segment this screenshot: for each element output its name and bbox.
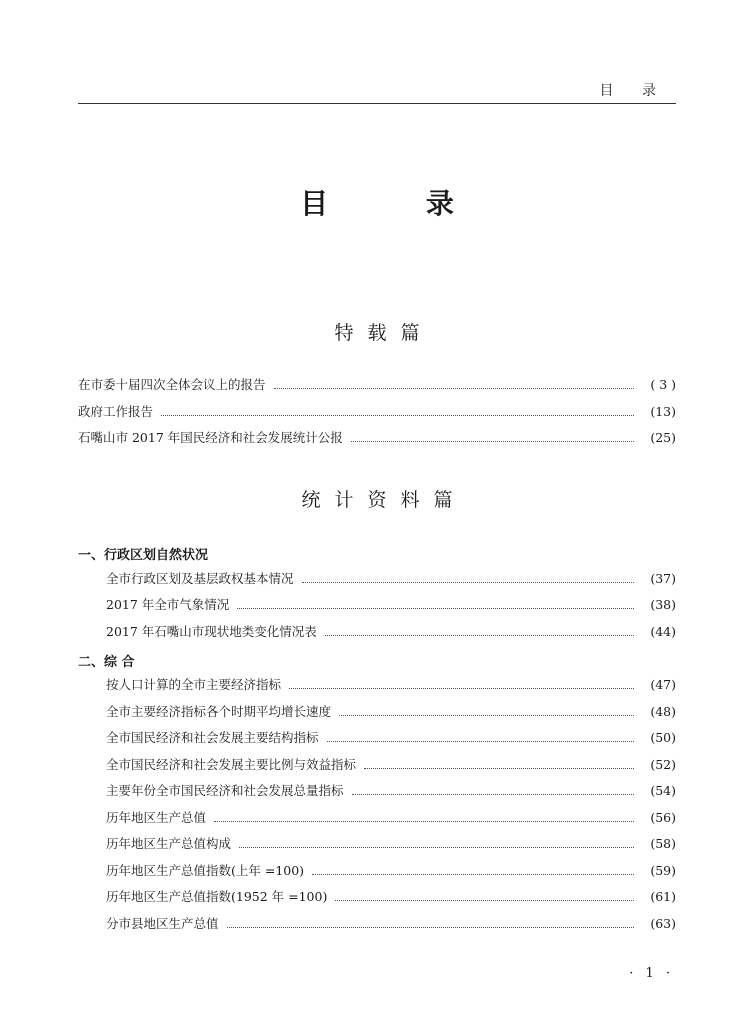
toc-entry-page: (52) — [650, 757, 676, 772]
leader-dots — [239, 847, 634, 848]
toc-entry-text: 分市县地区生产总值 — [106, 916, 219, 931]
toc-entry[interactable] — [106, 861, 676, 881]
toc-entry-text: 历年地区生产总值指数(上年 =100) — [106, 863, 305, 878]
toc-entry-page: (13) — [650, 404, 676, 419]
toc-entry-text: 2017 年石嘴山市现状地类变化情况表 — [106, 624, 317, 639]
toc-entry-page: (44) — [650, 624, 676, 639]
leader-dots — [351, 441, 634, 442]
page-title: 目 录 — [300, 187, 498, 220]
leader-dots — [289, 688, 634, 689]
toc-entry-page: (56) — [650, 810, 676, 825]
leader-dots — [339, 715, 634, 716]
toc-entry-text: 全市行政区划及基层政权基本情况 — [106, 571, 294, 586]
toc-entry[interactable] — [106, 675, 676, 695]
toc-entry-page: (50) — [650, 730, 676, 745]
category-title: 二、综 合 — [78, 655, 135, 670]
section-title-special: 特载篇 — [334, 322, 434, 344]
toc-entry-page: (54) — [650, 783, 676, 798]
toc-entry-text: 政府工作报告 — [78, 404, 154, 419]
toc-entry[interactable] — [106, 622, 676, 642]
toc-entry-text: 全市国民经济和社会发展主要比例与效益指标 — [106, 757, 357, 772]
toc-entry[interactable] — [106, 569, 676, 589]
toc-entry-page: (47) — [650, 677, 676, 692]
leader-dots — [312, 874, 634, 875]
page-number: · 1 · — [629, 966, 674, 981]
toc-entry-text: 石嘴山市 2017 年国民经济和社会发展统计公报 — [78, 430, 343, 445]
leader-dots — [302, 582, 634, 583]
toc-entry-page: (59) — [650, 863, 676, 878]
toc-entry-text: 历年地区生产总值构成 — [106, 836, 232, 851]
toc-entry[interactable] — [78, 428, 676, 448]
toc-entry[interactable] — [106, 728, 676, 748]
header-rule — [78, 103, 676, 104]
leader-dots — [327, 741, 634, 742]
toc-entry-text: 2017 年全市气象情况 — [106, 597, 230, 612]
toc-entry-text: 全市主要经济指标各个时期平均增长速度 — [106, 704, 332, 719]
toc-entry-text: 按人口计算的全市主要经济指标 — [106, 677, 282, 692]
toc-entry-text: 历年地区生产总值 — [106, 810, 207, 825]
toc-entry-page: (37) — [650, 571, 676, 586]
leader-dots — [274, 388, 634, 389]
toc-entry-page: (25) — [650, 430, 676, 445]
toc-entry-page: ( 3 ) — [650, 377, 676, 392]
toc-entry[interactable] — [106, 914, 676, 934]
toc-entry-text: 在市委十届四次全体会议上的报告 — [78, 377, 266, 392]
section-title-statistics: 统计资料篇 — [301, 489, 467, 511]
toc-entry[interactable] — [78, 402, 676, 422]
toc-entry[interactable] — [106, 595, 676, 615]
category-title: 一、行政区划自然状况 — [78, 548, 209, 563]
leader-dots — [161, 415, 634, 416]
toc-entry-text: 历年地区生产总值指数(1952 年 =100) — [106, 889, 328, 904]
toc-entry-text: 主要年份全市国民经济和社会发展总量指标 — [106, 783, 344, 798]
toc-entry[interactable] — [106, 808, 676, 828]
toc-entry[interactable] — [106, 781, 676, 801]
leader-dots — [335, 900, 634, 901]
toc-entry[interactable] — [78, 375, 676, 395]
leader-dots — [352, 794, 634, 795]
leader-dots — [214, 821, 634, 822]
toc-entry[interactable] — [106, 702, 676, 722]
toc-entry-page: (63) — [650, 916, 676, 931]
toc-entry-page: (48) — [650, 704, 676, 719]
leader-dots — [364, 768, 634, 769]
toc-entry[interactable] — [106, 755, 676, 775]
leader-dots — [325, 635, 634, 636]
toc-entry-text: 全市国民经济和社会发展主要结构指标 — [106, 730, 319, 745]
running-header: 目 录 — [599, 83, 668, 99]
toc-entry[interactable] — [106, 834, 676, 854]
leader-dots — [237, 608, 634, 609]
toc-entry-page: (58) — [650, 836, 676, 851]
toc-entry[interactable] — [106, 887, 676, 907]
toc-entry-page: (61) — [650, 889, 676, 904]
leader-dots — [227, 927, 634, 928]
toc-entry-page: (38) — [650, 597, 676, 612]
